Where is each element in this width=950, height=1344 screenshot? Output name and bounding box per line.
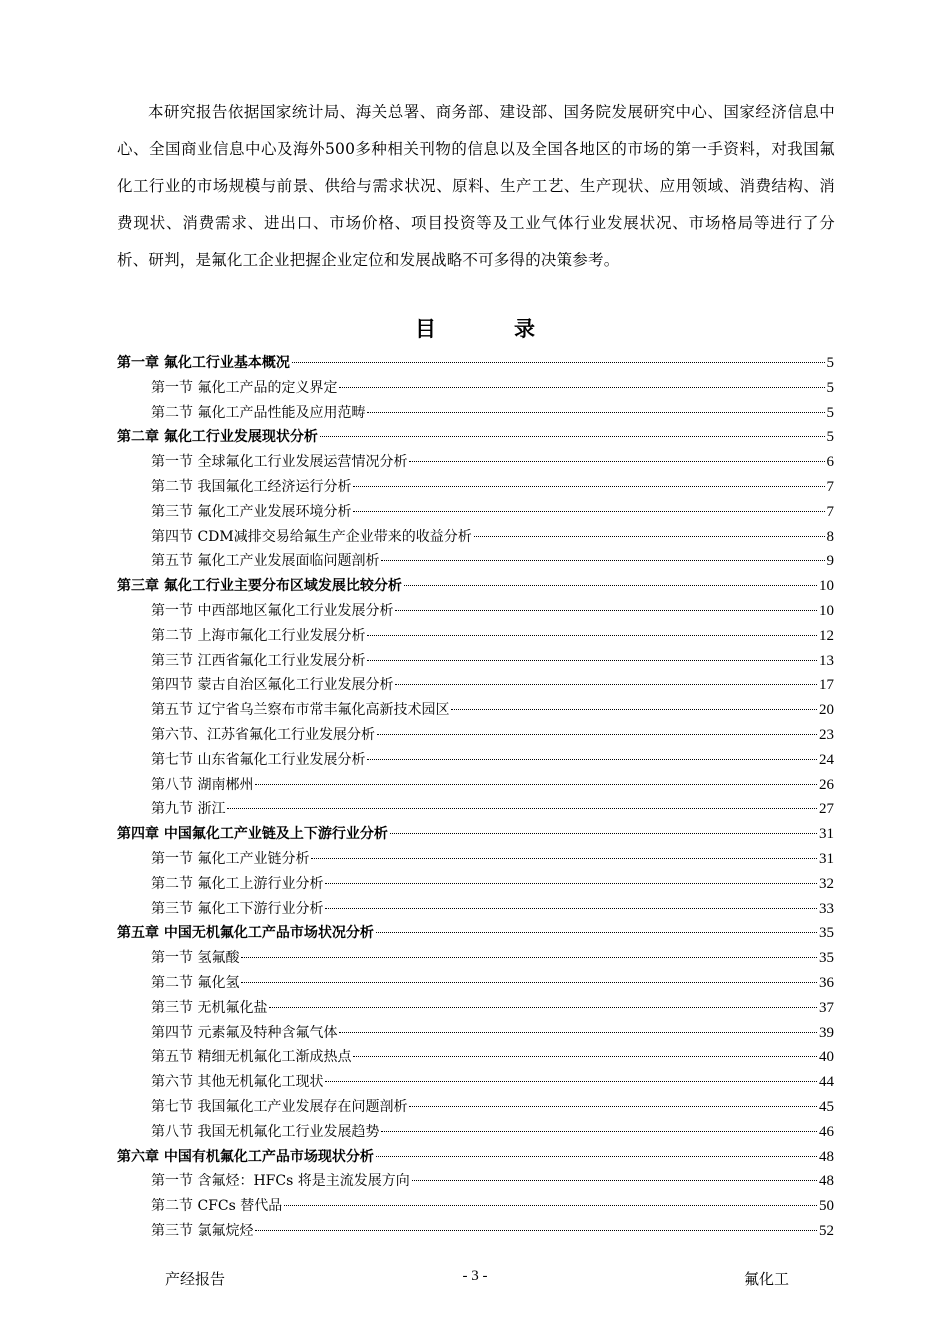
toc-dot-leader xyxy=(367,635,817,636)
footer-right-text: 氟化工 xyxy=(744,1270,790,1288)
toc-entry-page: 48 xyxy=(819,1148,834,1165)
toc-section-entry[interactable] xyxy=(117,450,834,475)
toc-entry-page: 13 xyxy=(819,652,834,669)
toc-entry-page: 36 xyxy=(819,974,834,991)
toc-dot-leader xyxy=(409,1106,817,1107)
toc-entry-label: 第五节 精细无机氟化工渐成热点 xyxy=(151,1049,352,1066)
toc-dot-leader xyxy=(409,461,824,462)
toc-entry-page: 46 xyxy=(819,1123,834,1140)
toc-section-entry[interactable] xyxy=(117,500,834,525)
toc-dot-leader xyxy=(395,684,817,685)
toc-section-entry[interactable] xyxy=(117,773,834,798)
toc-section-entry[interactable] xyxy=(117,1045,834,1070)
toc-dot-leader xyxy=(227,808,817,809)
toc-entry-page: 7 xyxy=(826,478,834,495)
toc-section-entry[interactable] xyxy=(117,401,834,426)
toc-chapter-entry[interactable] xyxy=(117,351,834,376)
toc-entry-label: 第三节 氟化工下游行业分析 xyxy=(151,900,324,917)
toc-entry-page: 39 xyxy=(819,1024,834,1041)
toc-entry-label: 第二节 CFCs 替代品 xyxy=(151,1198,283,1215)
toc-entry-label: 第六节 其他无机氟化工现状 xyxy=(151,1074,324,1091)
toc-dot-leader xyxy=(325,883,817,884)
toc-entry-label: 第六节、江苏省氟化工行业发展分析 xyxy=(151,726,375,743)
toc-dot-leader xyxy=(381,1131,817,1132)
toc-section-entry[interactable] xyxy=(117,698,834,723)
toc-entry-page: 5 xyxy=(826,404,834,421)
toc-dot-leader xyxy=(353,486,824,487)
toc-section-entry[interactable] xyxy=(117,376,834,401)
toc-entry-page: 26 xyxy=(819,776,834,793)
toc-entry-page: 9 xyxy=(826,553,834,570)
toc-dot-leader xyxy=(367,412,824,413)
toc-entry-page: 5 xyxy=(826,379,834,396)
toc-section-entry[interactable] xyxy=(117,1021,834,1046)
toc-dot-leader xyxy=(353,1056,817,1057)
toc-entry-page: 35 xyxy=(819,925,834,942)
toc-section-entry[interactable] xyxy=(117,1120,834,1145)
toc-dot-leader xyxy=(367,759,817,760)
toc-chapter-entry[interactable] xyxy=(117,921,834,946)
toc-entry-page: 44 xyxy=(819,1074,834,1091)
toc-entry-label: 第四节 蒙古自治区氟化工行业发展分析 xyxy=(151,677,394,694)
toc-dot-leader xyxy=(339,387,824,388)
toc-entry-page: 17 xyxy=(819,677,834,694)
toc-section-entry[interactable] xyxy=(117,1169,834,1194)
toc-section-entry[interactable] xyxy=(117,624,834,649)
toc-dot-leader xyxy=(367,660,817,661)
toc-section-entry[interactable] xyxy=(117,599,834,624)
toc-entry-label: 第一节 氟化工产业链分析 xyxy=(151,850,310,867)
toc-entry-page: 31 xyxy=(819,826,834,843)
toc-section-entry[interactable] xyxy=(117,1194,834,1219)
toc-entry-label: 第四节 元素氟及特种含氟气体 xyxy=(151,1024,338,1041)
toc-section-entry[interactable] xyxy=(117,649,834,674)
toc-title: 目录 xyxy=(415,317,613,341)
toc-section-entry[interactable] xyxy=(117,673,834,698)
toc-entry-page: 35 xyxy=(819,950,834,967)
toc-entry-label: 第三章 氟化工行业主要分布区域发展比较分析 xyxy=(117,578,402,595)
toc-dot-leader xyxy=(255,784,817,785)
toc-entry-page: 23 xyxy=(819,726,834,743)
toc-entry-page: 6 xyxy=(826,454,834,471)
toc-entry-label: 第五节 辽宁省乌兰察布市常丰氟化高新技术园区 xyxy=(151,702,450,719)
toc-entry-label: 第九节 浙江 xyxy=(151,801,226,818)
toc-entry-page: 5 xyxy=(826,429,834,446)
toc-entry-label: 第二节 氟化工上游行业分析 xyxy=(151,875,324,892)
toc-dot-leader xyxy=(325,1081,817,1082)
toc-section-entry[interactable] xyxy=(117,475,834,500)
toc-entry-page: 48 xyxy=(819,1173,834,1190)
toc-entry-page: 37 xyxy=(819,999,834,1016)
toc-dot-leader xyxy=(311,858,817,859)
toc-entry-label: 第三节 氟化工产业发展环境分析 xyxy=(151,503,352,520)
toc-entry-label: 第一节 氢氟酸 xyxy=(151,950,240,967)
toc-entry-label: 第一节 全球氟化工行业发展运营情况分析 xyxy=(151,454,408,471)
toc-entry-page: 5 xyxy=(826,355,834,371)
toc-section-entry[interactable] xyxy=(117,897,834,922)
toc-entry-label: 第二节 氟化氢 xyxy=(151,974,240,991)
toc-dot-leader xyxy=(269,1007,817,1008)
toc-entry-label: 第二节 上海市氟化工行业发展分析 xyxy=(151,627,366,644)
toc-chapter-entry[interactable] xyxy=(117,1145,834,1170)
toc-section-entry[interactable] xyxy=(117,748,834,773)
toc-dot-leader xyxy=(292,362,825,363)
toc-dot-leader xyxy=(325,908,817,909)
toc-dot-leader xyxy=(284,1205,817,1206)
toc-entry-page: 10 xyxy=(819,578,834,595)
toc-entry-page: 52 xyxy=(819,1222,834,1239)
toc-entry-label: 第八节 我国无机氟化工行业发展趋势 xyxy=(151,1123,380,1140)
toc-entry-label: 第一节 氟化工产品的定义界定 xyxy=(151,379,338,396)
toc-entry-label: 第三节 氯氟烷烃 xyxy=(151,1222,254,1239)
toc-entry-label: 第一节 中西部地区氟化工行业发展分析 xyxy=(151,602,394,619)
toc-chapter-entry[interactable] xyxy=(117,574,834,599)
toc-entry-label: 第七节 山东省氟化工行业发展分析 xyxy=(151,751,366,768)
toc-dot-leader xyxy=(353,511,824,512)
toc-entry-label: 第二节 氟化工产品性能及应用范畴 xyxy=(151,404,366,421)
footer-left-text: 产经报告 xyxy=(165,1270,226,1288)
toc-section-entry[interactable] xyxy=(117,723,834,748)
toc-entry-label: 第四章 中国氟化工产业链及上下游行业分析 xyxy=(117,826,388,843)
toc-entry-page: 31 xyxy=(819,850,834,867)
table-of-contents xyxy=(117,351,834,1244)
toc-dot-leader xyxy=(241,982,817,983)
toc-section-entry[interactable] xyxy=(117,797,834,822)
toc-dot-leader xyxy=(241,957,817,958)
toc-entry-page: 40 xyxy=(819,1049,834,1066)
toc-dot-leader xyxy=(412,1180,817,1181)
toc-section-entry[interactable] xyxy=(117,946,834,971)
toc-dot-leader xyxy=(320,436,825,437)
toc-entry-label: 第二章 氟化工行业发展现状分析 xyxy=(117,429,318,446)
toc-section-entry[interactable] xyxy=(117,872,834,897)
toc-entry-page: 24 xyxy=(819,751,834,768)
toc-entry-label: 第五章 中国无机氟化工产品市场状况分析 xyxy=(117,925,374,942)
toc-dot-leader xyxy=(395,610,817,611)
toc-entry-page: 8 xyxy=(826,528,834,545)
toc-chapter-entry[interactable] xyxy=(117,425,834,450)
toc-section-entry[interactable] xyxy=(117,1095,834,1120)
toc-entry-page: 27 xyxy=(819,801,834,818)
toc-section-entry[interactable] xyxy=(117,525,834,550)
toc-dot-leader xyxy=(377,734,817,735)
toc-entry-label: 第三节 江西省氟化工行业发展分析 xyxy=(151,652,366,669)
toc-dot-leader xyxy=(376,1156,817,1157)
toc-entry-label: 第二节 我国氟化工经济运行分析 xyxy=(151,478,352,495)
toc-entry-page: 50 xyxy=(819,1198,834,1215)
toc-dot-leader xyxy=(390,833,817,834)
intro-paragraph-block xyxy=(117,94,835,279)
toc-entry-label: 第四节 CDM减排交易给氟生产企业带来的收益分析 xyxy=(151,528,472,545)
toc-section-entry[interactable] xyxy=(117,996,834,1021)
toc-section-entry[interactable] xyxy=(117,549,834,574)
toc-entry-page: 10 xyxy=(819,602,834,619)
toc-section-entry[interactable] xyxy=(117,847,834,872)
toc-section-entry[interactable] xyxy=(117,1070,834,1095)
footer-page-number: - 3 - xyxy=(462,1268,488,1284)
toc-entry-page: 33 xyxy=(819,900,834,917)
toc-entry-label: 第一章 氟化工行业基本概况 xyxy=(117,355,290,371)
toc-entry-page: 32 xyxy=(819,875,834,892)
toc-entry-label: 第七节 我国氟化工产业发展存在问题剖析 xyxy=(151,1098,408,1115)
toc-entry-page: 12 xyxy=(819,627,834,644)
toc-entry-label: 第三节 无机氟化盐 xyxy=(151,999,268,1016)
toc-section-entry[interactable] xyxy=(117,971,834,996)
toc-section-entry[interactable] xyxy=(117,1219,834,1244)
toc-dot-leader xyxy=(381,560,824,561)
toc-dot-leader xyxy=(255,1230,817,1231)
toc-entry-label: 第一节 含氟烃：HFCs 将是主流发展方向 xyxy=(151,1173,410,1190)
toc-entry-page: 7 xyxy=(826,503,834,520)
toc-entry-page: 20 xyxy=(819,702,834,719)
toc-dot-leader xyxy=(339,1032,817,1033)
toc-entry-label: 第八节 湖南郴州 xyxy=(151,776,254,793)
toc-dot-leader xyxy=(404,585,817,586)
toc-dot-leader xyxy=(474,536,825,537)
toc-entry-page: 45 xyxy=(819,1098,834,1115)
intro-paragraph: 本研究报告依据国家统计局、海关总署、商务部、建设部、国务院发展研究中心、国家经济信息中心、全国商业信息中心及海外500多种相关刊物的信息以及全国各地区的市场的第一手资料，对我国氟化工行业的市场规模与前景、供给与需求状况、原料、生产工艺、生产现状、应用领域、消费结构、消费现状、消费需求、进出口、市场价格、项目投资等及工业气体行业发展状况、市场格局等进行了分析、研判，是氟化工企业把握企业定位和发展战略不可多得的决策参考。 xyxy=(117,103,835,269)
toc-dot-leader xyxy=(451,709,817,710)
toc-dot-leader xyxy=(376,932,817,933)
toc-chapter-entry[interactable] xyxy=(117,822,834,847)
toc-entry-label: 第五节 氟化工产业发展面临问题剖析 xyxy=(151,553,380,570)
toc-entry-label: 第六章 中国有机氟化工产品市场现状分析 xyxy=(117,1148,374,1165)
